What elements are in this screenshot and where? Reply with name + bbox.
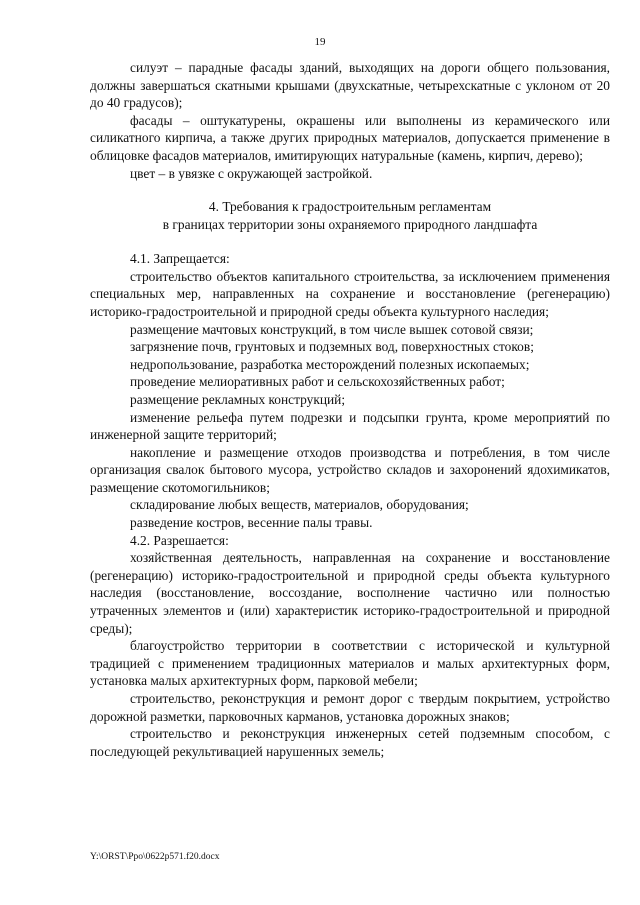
paragraph: силуэт – парадные фасады зданий, выходящих на дороги общего пользования, должны завершаться скатными крышами (двухскатные, четырехскатные с уклоном от 20 до 40 градусов); [90,60,610,111]
footer-file-path: Y:\ORST\Ppo\0622p571.f20.docx [90,852,220,862]
page-number: 19 [314,36,326,48]
list-item: строительство, реконструкция и ремонт дорог с твердым покрытием, устройство дорожной разметки, парковочных карманов, установка дорожных знаков; [90,691,610,724]
list-item: проведение мелиоративных работ и сельскохозяйственных работ; [130,374,505,390]
list-item: размещение рекламных конструкций; [130,391,346,407]
paragraph: цвет – в увязке с окружающей застройкой. [130,165,373,181]
list-item: загрязнение почв, грунтовых и подземных вод, поверхностных стоков; [130,339,534,355]
list-item: складирование любых веществ, материалов, оборудования; [130,497,469,513]
list-item: разведение костров, весенние палы травы. [130,515,373,531]
section-heading-line-2: в границах территории зоны охраняемого природного ландшафта [162,217,538,233]
list-item: строительство и реконструкция инженерных сетей подземным способом, с последующей рекультивацией нарушенных земель; [90,726,610,759]
document-body [90,59,610,760]
subsection-title: 4.1. Запрещается: [130,251,230,267]
list-item: размещение мачтовых конструкций, в том числе вышек сотовой связи; [130,321,534,337]
list-item: изменение рельефа путем подрезки и подсыпки грунта, кроме мероприятий по инженерной защите территорий; [90,409,610,443]
list-item: хозяйственная деятельность, направленная на сохранение и восстановление (регенерацию) историко-градостроительной и природной среды объекта культурного наследия (восстановление, воссоздание, восполнение частично или полностью утраченных элементов и (или) характеристик историко-градостроительной и природной среды); [90,550,610,636]
subsection-title: 4.2. Разрешается: [130,532,229,548]
section-heading-line-1: 4. Требования к градостроительным регламентам [208,199,492,215]
list-item: накопление и размещение отходов производства и потребления, в том числе организация свалок бытового мусора, устройство складов и захоронений ядохимикатов, размещение скотомогильников; [90,444,610,495]
list-item: благоустройство территории в соответствии с исторической и культурной традицией с применением традиционных материалов и малых архитектурных форм, установка малых архитектурных форм, парковой мебели; [90,638,610,689]
list-item: недропользование, разработка месторождений полезных ископаемых; [130,356,530,372]
list-item: строительство объектов капитального строительства, за исключением применения специальных мер, направленных на сохранение и восстановление (регенерацию) историко-градостроительной и природной среды объекта культурного наследия; [90,268,610,319]
section-heading [90,198,610,234]
paragraph: фасады – оштукатурены, окрашены или выполнены из керамического или силикатного кирпича, а также других природных материалов, допускается применение в облицовке фасадов материалов, имитирующих натуральные (камень, кирпич, дерево); [90,112,610,163]
